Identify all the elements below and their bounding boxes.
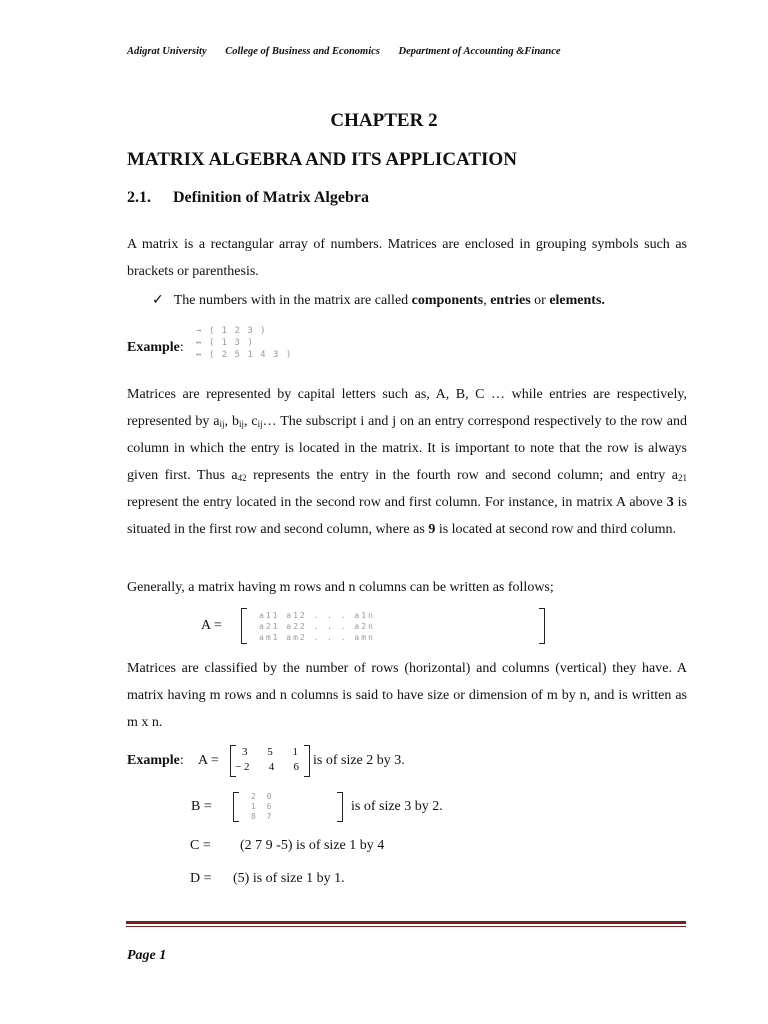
text-run: Matrices are represented by capital letters such as, A, B, C … while entries are respectively, represented by a [127, 387, 687, 429]
faint-line: → ( 1 2 3 ) [196, 326, 267, 336]
matrix-b-entries [251, 792, 274, 822]
matrix-c-desc: (2 7 9 -5) is of size 1 by 4 [240, 838, 385, 853]
bullet-text: The numbers with in the matrix are called [173, 293, 412, 308]
bold-number: 9 [428, 522, 436, 537]
matrix-a-row-1 [242, 746, 298, 758]
right-bracket [337, 792, 343, 822]
matrix-a-label: A = [198, 753, 219, 768]
matrix-cell: 5 [267, 746, 273, 758]
header-university: Adigrat University [127, 46, 207, 57]
right-bracket [304, 745, 310, 777]
left-bracket [233, 792, 239, 822]
chapter-title: MATRIX ALGEBRA AND ITS APPLICATION [127, 149, 517, 170]
faint-line: ↔ ( 1 3 ) [196, 338, 254, 348]
example2-label [127, 753, 184, 769]
matrix-row: 1 6 [251, 802, 275, 811]
example2-colon: : [179, 753, 184, 768]
right-bracket [539, 608, 545, 644]
text-run: is located at second row and third column. [435, 522, 676, 537]
example2-label-text: Example [127, 753, 180, 768]
matrix-b [233, 792, 343, 822]
section-title: Definition of Matrix Algebra [173, 189, 369, 206]
matrix-b-label: B = [191, 799, 212, 814]
matrix-row: am1 am2 . . . amn [259, 633, 375, 642]
text-run: … The subscript i and j on an entry correspond respectively to the row and column in which the entry is located in the matrix. It is important to note that the row is always given first. Thus a [127, 414, 688, 483]
example-label-text: Example [127, 340, 180, 355]
text-run: represents the entry in the fourth row and second column; and entry a [246, 468, 678, 483]
matrix-d-desc: (5) is of size 1 by 1. [233, 871, 345, 886]
footer-rule-thick [126, 921, 686, 924]
bullet-bold-components: components [411, 293, 484, 308]
paragraph-size: Matrices are classified by the number of rows (horizontal) and columns (vertical) they have. A matrix having m rows and n columns is said to have size or dimension of m by n, and is written as m x n. [127, 661, 687, 730]
general-matrix-label: A = [201, 618, 222, 633]
matrix-cell: − 2 [235, 761, 250, 773]
subscript: ij [219, 419, 225, 429]
running-header [127, 46, 577, 57]
subscript: 21 [677, 473, 687, 483]
matrix-b-desc: is of size 3 by 2. [351, 799, 443, 814]
matrix-row: 2 0 [251, 792, 275, 801]
example-matrices-faint [196, 325, 292, 361]
bullet-sep: or [530, 293, 550, 308]
footer-rule-thin [126, 926, 686, 927]
text-run: , b [224, 414, 239, 429]
matrix-cell: 6 [293, 761, 299, 773]
general-matrix [241, 608, 545, 644]
subscript: ij [238, 419, 244, 429]
matrix-row: 8 7 [251, 812, 275, 821]
paragraph-notation [127, 381, 687, 543]
matrix-a [230, 745, 310, 777]
page-number: Page 1 [127, 948, 167, 963]
matrix-row: a21 a22 . . . a2n [259, 622, 375, 631]
text-run: is situated in the first row and second column, where as [127, 495, 687, 537]
matrix-cell: 3 [242, 746, 248, 758]
bullet-bold-entries: entries [490, 293, 531, 308]
matrix-a-row-2 [235, 761, 299, 773]
faint-line: ↔ ( 2 5 1 4 3 ) [196, 350, 293, 360]
paragraph-general: Generally, a matrix having m rows and n columns can be written as follows; [127, 580, 554, 595]
left-bracket [241, 608, 247, 644]
matrix-cell: 1 [292, 746, 298, 758]
matrix-a-desc: is of size 2 by 3. [313, 753, 405, 768]
text-run: , c [243, 414, 258, 429]
header-department: Department of Accounting &Finance [398, 46, 561, 57]
matrix-d-label: D = [190, 871, 212, 886]
section-heading [127, 189, 369, 207]
bullet-bold-elements: elements. [549, 293, 605, 308]
bold-number: 3 [666, 495, 674, 510]
matrix-c-label: C = [190, 838, 211, 853]
matrix-row: a11 a12 . . . a1n [259, 611, 375, 620]
section-number: 2.1. [127, 189, 151, 206]
checkmark-icon: ✓ [152, 293, 164, 308]
bullet-sep: , [483, 293, 491, 308]
general-matrix-entries [259, 610, 375, 643]
subscript: 42 [237, 473, 247, 483]
text-run: represent the entry located in the second row and first column. For instance, in matrix A above [127, 495, 667, 510]
example-label [127, 340, 184, 356]
example-colon: : [179, 340, 184, 355]
chapter-heading: CHAPTER 2 [330, 110, 438, 131]
header-college: College of Business and Economics [225, 46, 380, 57]
paragraph-definition: A matrix is a rectangular array of numbers. Matrices are enclosed in grouping symbols such as brackets or parenthesis. [127, 237, 687, 279]
bullet-item [152, 292, 605, 309]
subscript: ij [257, 419, 263, 429]
matrix-cell: 4 [268, 761, 275, 773]
